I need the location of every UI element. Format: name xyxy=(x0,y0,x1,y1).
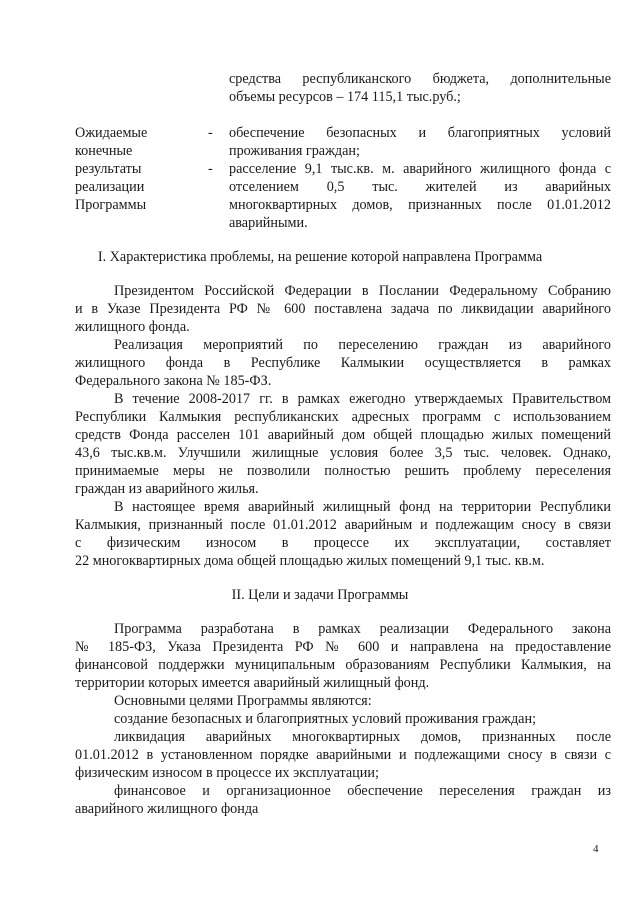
paragraph-line: Программа разработана в рамках реализации Федерального закона xyxy=(114,621,611,637)
paragraph-line: Республики Калмыкия республиканских адресных программ с использованием xyxy=(75,409,611,425)
paragraph-line: Реализация мероприятий по переселению граждан из аварийного xyxy=(114,337,611,353)
list-dash: - xyxy=(208,125,213,141)
text-line: средства республиканского бюджета, дополнительные xyxy=(229,71,611,87)
result-item-line: проживания граждан; xyxy=(229,143,360,159)
paragraph-line: принимаемые меры не позволили полностью решить проблему переселения xyxy=(75,463,611,479)
result-item-line: многоквартирных домов, признанных после 01.01.2012 xyxy=(229,197,611,213)
paragraph-line: В настоящее время аварийный жилищный фонд на территории Республики xyxy=(114,499,611,515)
paragraph-line: Президентом Российской Федерации в Послании Федеральному Собранию xyxy=(114,283,611,299)
paragraph-line: Основными целями Программы являются: xyxy=(114,693,372,709)
result-item-line: аварийными. xyxy=(229,215,308,231)
paragraph-line: финансовое и организационное обеспечение переселения граждан из xyxy=(114,783,611,799)
result-item-line: обеспечение безопасных и благоприятных условий xyxy=(229,125,611,141)
results-label: Программы xyxy=(75,197,147,213)
paragraph-line: Калмыкия, признанный после 01.01.2012 аварийным и подлежащим сносу в связи xyxy=(75,517,611,533)
paragraph-line: 01.01.2012 в установленном порядке аварийными и подлежащими сносу в связи с xyxy=(75,747,611,763)
result-item-line: расселение 9,1 тыс.кв. м. аварийного жилищного фонда с xyxy=(229,161,611,177)
paragraph-line: ликвидация аварийных многоквартирных домов, признанных после xyxy=(114,729,611,745)
paragraph-line: № 185-ФЗ, Указа Президента РФ № 600 и направлена на предоставление xyxy=(75,639,611,655)
section-title: I. Характеристика проблемы, на решение которой направлена Программа xyxy=(97,249,543,265)
results-label: результаты xyxy=(75,161,142,177)
paragraph-line: с физическим износом в процессе их эксплуатации, составляет xyxy=(75,535,611,551)
paragraph-line: средств Фонда расселен 101 аварийный дом общей площадью жилых помещений xyxy=(75,427,611,443)
section-title: II. Цели и задачи Программы xyxy=(231,587,409,603)
result-item-line: отселением 0,5 тыс. жителей из аварийных xyxy=(229,179,611,195)
text-line: объемы ресурсов – 174 115,1 тыс.руб.; xyxy=(229,89,461,105)
results-label: реализации xyxy=(75,179,145,195)
paragraph-line: территории которых имеется аварийный жилищный фонд. xyxy=(75,675,430,691)
list-dash: - xyxy=(208,161,213,177)
page-number: 4 xyxy=(593,843,599,855)
paragraph-line: 43,6 тыс.кв.м. Улучшили жилищные условия более 3,5 тыс. человек. Однако, xyxy=(75,445,611,461)
paragraph-line: финансовой поддержки муниципальным образованиям Республики Калмыкия, на xyxy=(75,657,611,673)
paragraph-line: граждан из аварийного жилья. xyxy=(75,481,259,497)
paragraph-line: В течение 2008-2017 гг. в рамках ежегодно утверждаемых Правительством xyxy=(114,391,611,407)
paragraph-line: жилищного фонда в Республике Калмыкии осуществляется в рамках xyxy=(75,355,611,371)
results-label: конечные xyxy=(75,143,133,159)
paragraph-line: и в Указе Президента РФ № 600 поставлена задача по ликвидации аварийного xyxy=(75,301,611,317)
paragraph-line: жилищного фонда. xyxy=(75,319,190,335)
paragraph-line: 22 многоквартирных дома общей площадью жилых помещений 9,1 тыс. кв.м. xyxy=(75,553,545,569)
results-label: Ожидаемые xyxy=(75,125,148,141)
paragraph-line: создание безопасных и благоприятных условий проживания граждан; xyxy=(114,711,537,727)
paragraph-line: физическим износом в процессе их эксплуатации; xyxy=(75,765,379,781)
paragraph-line: аварийного жилищного фонда xyxy=(75,801,259,817)
paragraph-line: Федерального закона № 185-ФЗ. xyxy=(75,373,272,389)
